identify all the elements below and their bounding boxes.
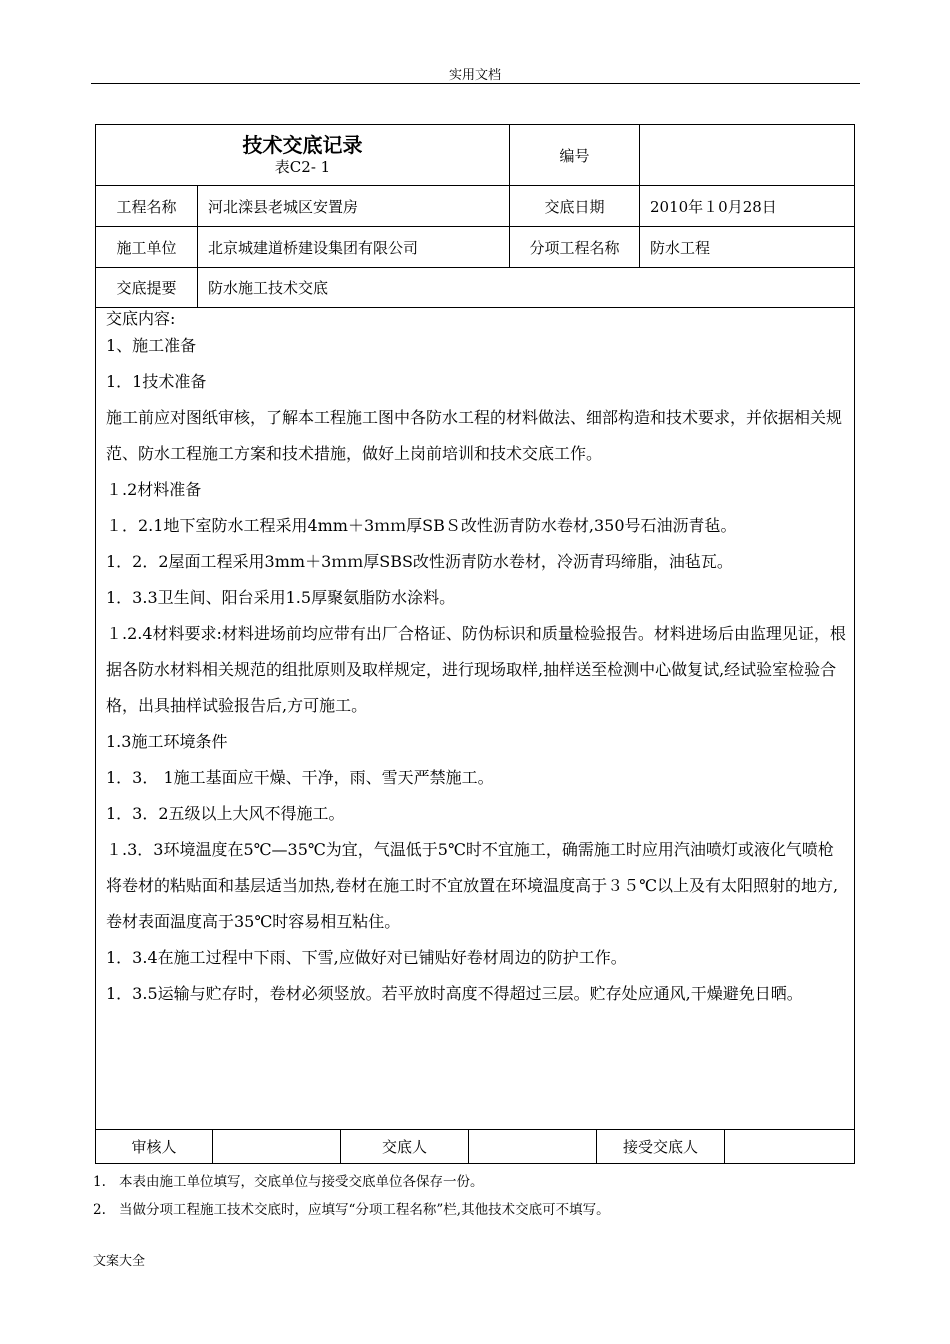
content-paragraph: 施工前应对图纸审核，了解本工程施工图中各防水工程的材料做法、细部构造和技术要求，并依据相关规范、防水工程施工方案和技术措施，做好上岗前培训和技术交底工作。: [106, 408, 843, 463]
content-paragraph: 1．3.5运输与贮存时，卷材必须竖放。若平放时高度不得超过三层。贮存处应通风,干燥避免日晒。: [106, 984, 803, 1003]
content-paragraph: 1．3． 1施工基面应干燥、干净，雨、雪天严禁施工。: [106, 768, 494, 787]
disclosure-content: [96, 308, 854, 1130]
content-paragraph: １.2材料准备: [106, 480, 202, 499]
receiver-label: 接受交底人: [597, 1130, 725, 1163]
subproject-label: 分项工程名称: [510, 227, 640, 268]
subproject-value[interactable]: 防水工程: [640, 227, 854, 268]
content-heading: 交底内容:: [106, 309, 176, 328]
technical-disclosure-form: [95, 124, 855, 1164]
content-paragraph: 1．1技术准备: [106, 372, 207, 391]
note-text: 本表由施工单位填写，交底单位与接受交底单位各保存一份。: [119, 1174, 484, 1190]
date-value[interactable]: 2010年１0月28日: [640, 186, 854, 227]
form-title-cell: [96, 125, 510, 186]
reviewer-value[interactable]: [213, 1130, 341, 1163]
discloser-label: 交底人: [341, 1130, 469, 1163]
note-item: [93, 1196, 873, 1224]
content-paragraph: １．2.1地下室防水工程采用4mm＋3ｍｍ厚SBＳ改性沥青防水卷材,350号石油沥青毡。: [106, 516, 737, 535]
note-item: [93, 1168, 873, 1196]
number-value[interactable]: [640, 125, 854, 186]
note-number: 2.: [93, 1202, 106, 1218]
reviewer-label: 审核人: [96, 1130, 213, 1163]
form-notes: [93, 1168, 873, 1224]
note-number: 1.: [93, 1174, 106, 1190]
summary-value[interactable]: 防水施工技术交底: [198, 268, 854, 308]
form-code: 表C2- 1: [274, 158, 331, 176]
note-text: 当做分项工程施工技术交底时，应填写“分项工程名称”栏,其他技术交底可不填写。: [119, 1202, 610, 1218]
unit-value[interactable]: 北京城建道桥建设集团有限公司: [198, 227, 510, 268]
content-paragraph: １.2.4材料要求:材料进场前均应带有出厂合格证、防伪标识和质量检验报告。材料进场后由监理见证，根据各防水材料相关规范的组批原则及取样规定，进行现场取样,抽样送至检测中心做复试,经试验室检验合格，出具抽样试验报告后,方可施工。: [106, 624, 846, 715]
content-paragraph: 1．3．2五级以上大风不得施工。: [106, 804, 345, 823]
page-header: 实用文档: [448, 68, 501, 83]
project-name-label: 工程名称: [96, 186, 198, 227]
content-paragraph: 1．3.3卫生间、阳台采用1.5厚聚氨脂防水涂料。: [106, 588, 456, 607]
form-title: 技术交底记录: [242, 133, 363, 157]
content-paragraph: 1、施工准备: [106, 336, 197, 355]
number-label: 编号: [510, 125, 640, 186]
date-label: 交底日期: [510, 186, 640, 227]
content-paragraph: １.3．3环境温度在5℃—35℃为宜，气温低于5℃时不宜施工，确需施工时应用汽油喷灯或液化气喷枪将卷材的粘贴面和基层适当加热,卷材在施工时不宜放置在环境温度高于３５℃以上及有太阳照射的地方,卷材表面温度高于35℃时容易相互粘住。: [106, 840, 839, 931]
discloser-value[interactable]: [469, 1130, 597, 1163]
receiver-value[interactable]: [725, 1130, 854, 1163]
content-paragraph: 1．2．2屋面工程采用3mm＋3ｍｍ厚SBS改性沥青防水卷材，冷沥青玛缔脂，油毡瓦。: [106, 552, 733, 571]
project-name-value[interactable]: 河北滦县老城区安置房: [198, 186, 510, 227]
page-footer: 文案大全: [93, 1254, 146, 1269]
summary-label: 交底提要: [96, 268, 198, 308]
header-rule: [91, 83, 860, 84]
content-paragraph: 1.3施工环境条件: [106, 732, 228, 751]
unit-label: 施工单位: [96, 227, 198, 268]
content-paragraph: 1．3.4在施工过程中下雨、下雪,应做好对已铺贴好卷材周边的防护工作。: [106, 948, 627, 967]
